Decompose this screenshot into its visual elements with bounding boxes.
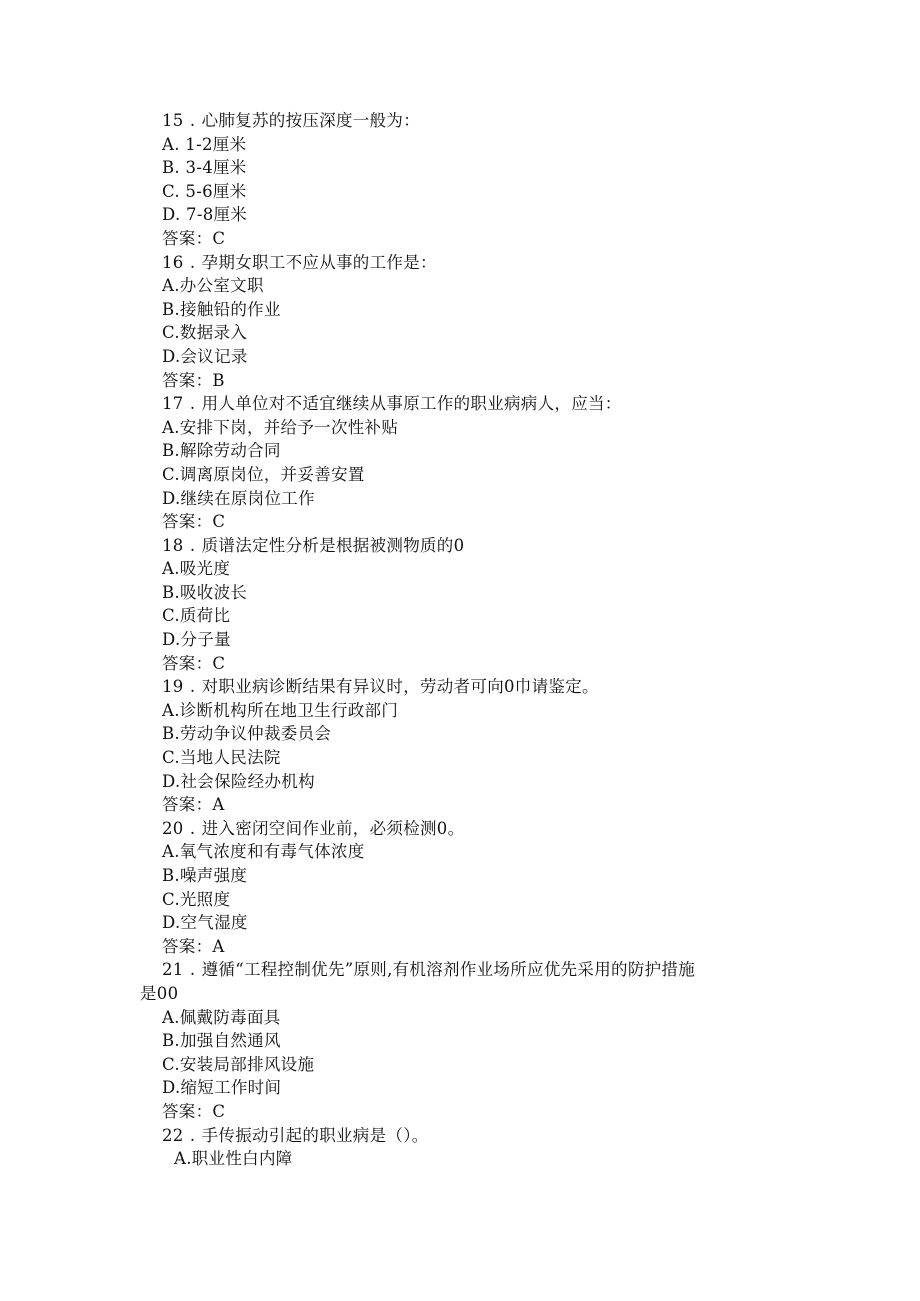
answer-line: 答案：A [162, 936, 225, 956]
option-d: D.会议记录 [162, 346, 248, 366]
question-text: 质谱法定性分析是根据被测物质的0 [201, 535, 465, 555]
question-separator: . [189, 818, 196, 838]
question-text: 手传振动引起的职业病是（）。 [201, 1125, 429, 1145]
question-separator: . [189, 960, 196, 980]
option-d: D.缩短工作时间 [162, 1078, 282, 1098]
question-text: 孕期女职工不应从事的工作是： [201, 252, 437, 272]
answer-line: 答案：A [162, 795, 225, 815]
question-separator: . [189, 677, 196, 697]
option-c: C.当地人民法院 [162, 748, 281, 768]
option-b: B.噪声强度 [162, 866, 248, 885]
question-number: 17 [162, 394, 184, 414]
question-text: 对职业病诊断结果有异议时，劳动者可向0巾请鉴定。 [201, 677, 599, 697]
question-stem [162, 958, 812, 982]
question-number: 21 [162, 960, 184, 980]
question-separator: . [189, 535, 196, 555]
question-separator: . [189, 1125, 196, 1145]
question-number: 19 [162, 677, 184, 697]
option-c: C.安装局部排风设施 [162, 1054, 315, 1074]
option-d: D.分子量 [162, 630, 231, 650]
question-number: 15 [162, 111, 184, 130]
option-a: A. 1-2厘米 [162, 134, 247, 154]
option-a: A.佩戴防毒面具 [162, 1007, 281, 1027]
option-c: C.调离原岗位，并妥善安置 [162, 464, 365, 484]
answer-line: 答案：C [162, 512, 226, 532]
option-c: C.质荷比 [162, 606, 231, 626]
question-stem [162, 817, 812, 841]
option-d: D.继续在原岗位工作 [162, 488, 315, 508]
question-stem [162, 1124, 812, 1148]
option-d: D. 7-8厘米 [162, 205, 248, 225]
option-b: B.解除劳动合同 [162, 441, 281, 461]
option-d: D.空气湿度 [162, 913, 248, 933]
question-number: 16 [162, 252, 184, 272]
question-stem [162, 392, 812, 416]
question-separator: . [189, 111, 196, 130]
option-a: A.吸光度 [162, 559, 231, 579]
question-stem [162, 109, 812, 133]
question-stem [162, 251, 812, 275]
question-number: 20 [162, 818, 184, 838]
option-b: B. 3-4厘米 [162, 158, 247, 178]
option-d: D.社会保险经办机构 [162, 771, 315, 791]
question-text: 心肺复苏的按压深度一般为： [201, 111, 421, 130]
option-a: A.办公室文职 [162, 276, 264, 296]
option-c: C. 5-6厘米 [162, 181, 247, 201]
answer-line: 答案：C [162, 1101, 226, 1121]
option-b: B.吸收波长 [162, 582, 248, 602]
option-b: B.劳动争议仲裁委员会 [162, 724, 332, 744]
question-text: 遵循“工程控制优先”原则,有机溶剂作业场所应优先采用的防护措施 [201, 960, 696, 980]
question-separator: . [189, 394, 196, 414]
option-b: B.接触铅的作业 [162, 299, 281, 319]
question-text: 用人单位对不适宜继续从事原工作的职业病病人，应当： [201, 394, 622, 414]
option-a: A.氧气浓度和有毒气体浓度 [162, 842, 365, 862]
question-number: 18 [162, 535, 184, 555]
question-separator: . [189, 252, 196, 272]
option-b: B.加强自然通风 [162, 1031, 281, 1051]
option-a: A.诊断机构所在地卫生行政部门 [162, 700, 399, 720]
answer-line: 答案：C [162, 228, 226, 248]
question-stem [162, 675, 812, 699]
question-list [140, 109, 812, 1171]
option-a: A.职业性白内障 [174, 1149, 293, 1169]
question-stem [162, 534, 812, 558]
option-c: C.光照度 [162, 889, 231, 909]
question-number: 22 [162, 1125, 184, 1145]
answer-line: 答案：C [162, 653, 226, 673]
answer-line: 答案：B [162, 370, 225, 390]
question-text-continuation: 是00 [140, 983, 179, 1003]
option-c: C.数据录入 [162, 323, 248, 343]
question-text: 进入密闭空间作业前，必须检测0。 [201, 818, 465, 838]
option-a: A.安排下岗，并给予一次性补贴 [162, 417, 399, 437]
